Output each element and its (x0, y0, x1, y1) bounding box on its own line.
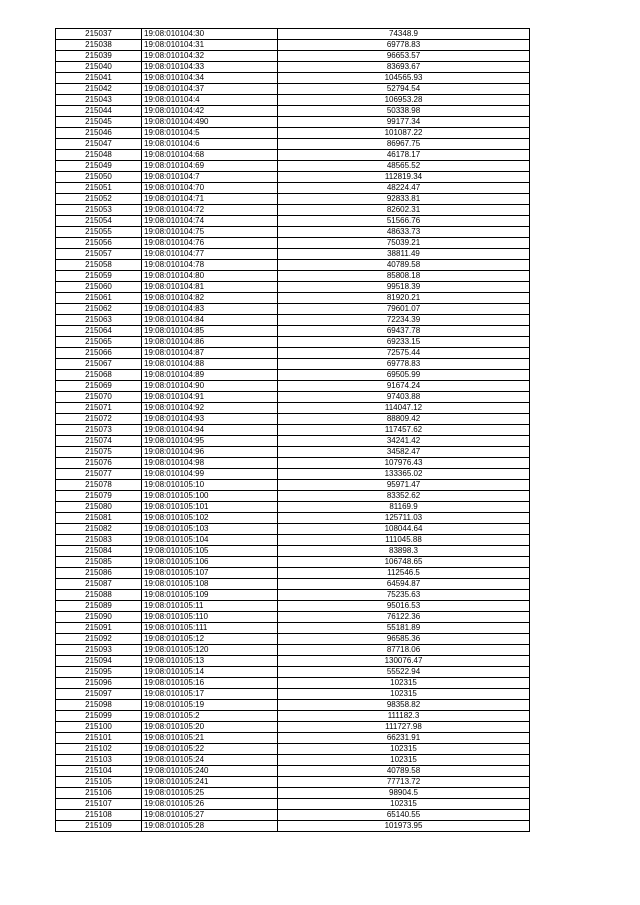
value-cell: 108044.64 (278, 524, 530, 535)
table-row (56, 315, 530, 326)
value-cell: 75235.63 (278, 590, 530, 601)
value-cell: 48224.47 (278, 183, 530, 194)
value-cell: 52794.54 (278, 84, 530, 95)
table-row (56, 29, 530, 40)
table-row (56, 535, 530, 546)
value-cell: 106748.65 (278, 557, 530, 568)
table-row (56, 689, 530, 700)
row-id-cell: 215043 (56, 95, 142, 106)
cadastral-number-cell: 19:08:010104:33 (142, 62, 278, 73)
cadastral-number-cell: 19:08:010104:71 (142, 194, 278, 205)
value-cell: 69778.83 (278, 40, 530, 51)
cadastral-number-cell: 19:08:010105:105 (142, 546, 278, 557)
cadastral-number-cell: 19:08:010105:109 (142, 590, 278, 601)
value-cell: 112546.5 (278, 568, 530, 579)
cadastral-number-cell: 19:08:010105:12 (142, 634, 278, 645)
cadastral-number-cell: 19:08:010105:27 (142, 810, 278, 821)
cadastral-number-cell: 19:08:010104:34 (142, 73, 278, 84)
value-cell: 111727.98 (278, 722, 530, 733)
table-row (56, 414, 530, 425)
cadastral-number-cell: 19:08:010105:120 (142, 645, 278, 656)
cadastral-number-cell: 19:08:010105:17 (142, 689, 278, 700)
cadastral-number-cell: 19:08:010104:86 (142, 337, 278, 348)
cadastral-number-cell: 19:08:010104:76 (142, 238, 278, 249)
cadastral-number-cell: 19:08:010105:111 (142, 623, 278, 634)
value-cell: 72234.39 (278, 315, 530, 326)
cadastral-number-cell: 19:08:010105:13 (142, 656, 278, 667)
value-cell: 130076.47 (278, 656, 530, 667)
cadastral-number-cell: 19:08:010104:69 (142, 161, 278, 172)
table-row (56, 579, 530, 590)
row-id-cell: 215066 (56, 348, 142, 359)
value-cell: 46178.17 (278, 150, 530, 161)
value-cell: 99518.39 (278, 282, 530, 293)
table-row (56, 436, 530, 447)
value-cell: 79601.07 (278, 304, 530, 315)
row-id-cell: 215063 (56, 315, 142, 326)
cadastral-number-cell: 19:08:010105:103 (142, 524, 278, 535)
table-row (56, 238, 530, 249)
cadastral-number-cell: 19:08:010105:19 (142, 700, 278, 711)
cadastral-number-cell: 19:08:010104:88 (142, 359, 278, 370)
table-row (56, 95, 530, 106)
value-cell: 77713.72 (278, 777, 530, 788)
row-id-cell: 215041 (56, 73, 142, 84)
value-cell: 50338.98 (278, 106, 530, 117)
value-cell: 74348.9 (278, 29, 530, 40)
row-id-cell: 215053 (56, 205, 142, 216)
value-cell: 102315 (278, 689, 530, 700)
value-cell: 104565.93 (278, 73, 530, 84)
value-cell: 66231.91 (278, 733, 530, 744)
row-id-cell: 215106 (56, 788, 142, 799)
cadastral-number-cell: 19:08:010104:82 (142, 293, 278, 304)
cadastral-number-cell: 19:08:010105:2 (142, 711, 278, 722)
value-cell: 98358.82 (278, 700, 530, 711)
cadastral-number-cell: 19:08:010104:70 (142, 183, 278, 194)
table-row (56, 348, 530, 359)
value-cell: 34241.42 (278, 436, 530, 447)
row-id-cell: 215054 (56, 216, 142, 227)
value-cell: 69778.83 (278, 359, 530, 370)
row-id-cell: 215077 (56, 469, 142, 480)
table-row (56, 612, 530, 623)
table-row (56, 359, 530, 370)
cadastral-number-cell: 19:08:010105:22 (142, 744, 278, 755)
cadastral-number-cell: 19:08:010104:92 (142, 403, 278, 414)
value-cell: 55522.94 (278, 667, 530, 678)
value-cell: 114047.12 (278, 403, 530, 414)
row-id-cell: 215050 (56, 172, 142, 183)
value-cell: 99177.34 (278, 117, 530, 128)
value-cell: 69505.99 (278, 370, 530, 381)
table-row (56, 172, 530, 183)
row-id-cell: 215076 (56, 458, 142, 469)
table-row (56, 84, 530, 95)
value-cell: 72575.44 (278, 348, 530, 359)
value-cell: 75039.21 (278, 238, 530, 249)
cadastral-number-cell: 19:08:010105:102 (142, 513, 278, 524)
value-cell: 81169.9 (278, 502, 530, 513)
table-row (56, 271, 530, 282)
table-row (56, 337, 530, 348)
row-id-cell: 215091 (56, 623, 142, 634)
value-cell: 111045.88 (278, 535, 530, 546)
value-cell: 85808.18 (278, 271, 530, 282)
cadastral-number-cell: 19:08:010104:87 (142, 348, 278, 359)
table-row (56, 513, 530, 524)
table-row (56, 249, 530, 260)
value-cell: 82602.31 (278, 205, 530, 216)
table-row (56, 480, 530, 491)
table-row (56, 216, 530, 227)
cadastral-number-cell: 19:08:010105:108 (142, 579, 278, 590)
cadastral-number-cell: 19:08:010105:21 (142, 733, 278, 744)
row-id-cell: 215096 (56, 678, 142, 689)
table-row (56, 62, 530, 73)
row-id-cell: 215073 (56, 425, 142, 436)
value-cell: 106953.28 (278, 95, 530, 106)
row-id-cell: 215094 (56, 656, 142, 667)
table-row (56, 678, 530, 689)
table-row (56, 634, 530, 645)
row-id-cell: 215085 (56, 557, 142, 568)
cadastral-number-cell: 19:08:010105:101 (142, 502, 278, 513)
table-row (56, 491, 530, 502)
table-row (56, 821, 530, 832)
row-id-cell: 215060 (56, 282, 142, 293)
table-row (56, 326, 530, 337)
table-row (56, 260, 530, 271)
table-row (56, 733, 530, 744)
table-row (56, 403, 530, 414)
cadastral-number-cell: 19:08:010105:10 (142, 480, 278, 491)
cadastral-number-cell: 19:08:010105:100 (142, 491, 278, 502)
value-cell: 55181.89 (278, 623, 530, 634)
row-id-cell: 215087 (56, 579, 142, 590)
value-cell: 69233.15 (278, 337, 530, 348)
cadastral-number-cell: 19:08:010104:90 (142, 381, 278, 392)
table-row (56, 711, 530, 722)
table-body (56, 29, 530, 832)
row-id-cell: 215051 (56, 183, 142, 194)
value-cell: 97403.88 (278, 392, 530, 403)
cadastral-number-cell: 19:08:010105:24 (142, 755, 278, 766)
value-cell: 83693.67 (278, 62, 530, 73)
value-cell: 98904.5 (278, 788, 530, 799)
row-id-cell: 215071 (56, 403, 142, 414)
row-id-cell: 215045 (56, 117, 142, 128)
cadastral-number-cell: 19:08:010104:99 (142, 469, 278, 480)
cadastral-number-cell: 19:08:010105:106 (142, 557, 278, 568)
row-id-cell: 215061 (56, 293, 142, 304)
table-row (56, 766, 530, 777)
cadastral-number-cell: 19:08:010104:75 (142, 227, 278, 238)
cadastral-number-cell: 19:08:010104:490 (142, 117, 278, 128)
row-id-cell: 215042 (56, 84, 142, 95)
row-id-cell: 215055 (56, 227, 142, 238)
cadastral-number-cell: 19:08:010104:68 (142, 150, 278, 161)
row-id-cell: 215064 (56, 326, 142, 337)
table-row (56, 557, 530, 568)
cadastral-number-cell: 19:08:010104:85 (142, 326, 278, 337)
value-cell: 102315 (278, 799, 530, 810)
table-row (56, 788, 530, 799)
table-row (56, 183, 530, 194)
row-id-cell: 215068 (56, 370, 142, 381)
row-id-cell: 215049 (56, 161, 142, 172)
value-cell: 40789.58 (278, 766, 530, 777)
row-id-cell: 215104 (56, 766, 142, 777)
table-row (56, 502, 530, 513)
cadastral-number-cell: 19:08:010104:98 (142, 458, 278, 469)
cadastral-number-cell: 19:08:010104:4 (142, 95, 278, 106)
row-id-cell: 215083 (56, 535, 142, 546)
value-cell: 76122.36 (278, 612, 530, 623)
value-cell: 40789.58 (278, 260, 530, 271)
value-cell: 91674.24 (278, 381, 530, 392)
table-row (56, 601, 530, 612)
table-row (56, 392, 530, 403)
cadastral-number-cell: 19:08:010104:78 (142, 260, 278, 271)
data-table (55, 28, 530, 832)
table-row (56, 304, 530, 315)
value-cell: 112819.34 (278, 172, 530, 183)
row-id-cell: 215044 (56, 106, 142, 117)
value-cell: 102315 (278, 678, 530, 689)
row-id-cell: 215093 (56, 645, 142, 656)
row-id-cell: 215101 (56, 733, 142, 744)
row-id-cell: 215039 (56, 51, 142, 62)
table-row (56, 667, 530, 678)
table-row (56, 51, 530, 62)
row-id-cell: 215098 (56, 700, 142, 711)
cadastral-number-cell: 19:08:010104:31 (142, 40, 278, 51)
cadastral-number-cell: 19:08:010104:5 (142, 128, 278, 139)
row-id-cell: 215037 (56, 29, 142, 40)
value-cell: 101087.22 (278, 128, 530, 139)
row-id-cell: 215058 (56, 260, 142, 271)
row-id-cell: 215059 (56, 271, 142, 282)
value-cell: 92833.81 (278, 194, 530, 205)
table-row (56, 777, 530, 788)
row-id-cell: 215090 (56, 612, 142, 623)
value-cell: 38811.49 (278, 249, 530, 260)
value-cell: 65140.55 (278, 810, 530, 821)
row-id-cell: 215067 (56, 359, 142, 370)
row-id-cell: 215048 (56, 150, 142, 161)
cadastral-number-cell: 19:08:010104:77 (142, 249, 278, 260)
table-row (56, 700, 530, 711)
value-cell: 95971.47 (278, 480, 530, 491)
cadastral-number-cell: 19:08:010104:37 (142, 84, 278, 95)
row-id-cell: 215080 (56, 502, 142, 513)
cadastral-number-cell: 19:08:010104:32 (142, 51, 278, 62)
cadastral-number-cell: 19:08:010104:6 (142, 139, 278, 150)
value-cell: 125711.03 (278, 513, 530, 524)
value-cell: 83352.62 (278, 491, 530, 502)
cadastral-number-cell: 19:08:010105:16 (142, 678, 278, 689)
row-id-cell: 215078 (56, 480, 142, 491)
row-id-cell: 215075 (56, 447, 142, 458)
cadastral-number-cell: 19:08:010105:28 (142, 821, 278, 832)
table-row (56, 546, 530, 557)
value-cell: 102315 (278, 744, 530, 755)
value-cell: 133365.02 (278, 469, 530, 480)
cadastral-number-cell: 19:08:010104:89 (142, 370, 278, 381)
cadastral-number-cell: 19:08:010104:72 (142, 205, 278, 216)
cadastral-number-cell: 19:08:010105:26 (142, 799, 278, 810)
table-row (56, 40, 530, 51)
cadastral-number-cell: 19:08:010105:14 (142, 667, 278, 678)
value-cell: 111182.3 (278, 711, 530, 722)
table-row (56, 139, 530, 150)
cadastral-number-cell: 19:08:010104:74 (142, 216, 278, 227)
row-id-cell: 215097 (56, 689, 142, 700)
row-id-cell: 215072 (56, 414, 142, 425)
table-row (56, 106, 530, 117)
row-id-cell: 215065 (56, 337, 142, 348)
value-cell: 64594.87 (278, 579, 530, 590)
row-id-cell: 215079 (56, 491, 142, 502)
table-row (56, 205, 530, 216)
table-row (56, 73, 530, 84)
cadastral-number-cell: 19:08:010105:25 (142, 788, 278, 799)
cadastral-number-cell: 19:08:010104:96 (142, 447, 278, 458)
cadastral-number-cell: 19:08:010105:104 (142, 535, 278, 546)
value-cell: 96653.57 (278, 51, 530, 62)
table-row (56, 458, 530, 469)
value-cell: 81920.21 (278, 293, 530, 304)
row-id-cell: 215109 (56, 821, 142, 832)
table-row (56, 425, 530, 436)
table-row (56, 447, 530, 458)
table-row (56, 568, 530, 579)
table-row (56, 469, 530, 480)
value-cell: 88809.42 (278, 414, 530, 425)
table-row (56, 810, 530, 821)
row-id-cell: 215069 (56, 381, 142, 392)
table-row (56, 282, 530, 293)
table-row (56, 524, 530, 535)
table-row (56, 194, 530, 205)
row-id-cell: 215047 (56, 139, 142, 150)
cadastral-number-cell: 19:08:010104:30 (142, 29, 278, 40)
table-row (56, 656, 530, 667)
row-id-cell: 215057 (56, 249, 142, 260)
row-id-cell: 215095 (56, 667, 142, 678)
cadastral-number-cell: 19:08:010104:93 (142, 414, 278, 425)
row-id-cell: 215081 (56, 513, 142, 524)
row-id-cell: 215040 (56, 62, 142, 73)
row-id-cell: 215074 (56, 436, 142, 447)
table-row (56, 117, 530, 128)
cadastral-number-cell: 19:08:010104:80 (142, 271, 278, 282)
cadastral-number-cell: 19:08:010104:81 (142, 282, 278, 293)
cadastral-number-cell: 19:08:010105:241 (142, 777, 278, 788)
value-cell: 101973.95 (278, 821, 530, 832)
value-cell: 83898.3 (278, 546, 530, 557)
row-id-cell: 215084 (56, 546, 142, 557)
table-row (56, 755, 530, 766)
table-row (56, 799, 530, 810)
row-id-cell: 215103 (56, 755, 142, 766)
row-id-cell: 215082 (56, 524, 142, 535)
cadastral-number-cell: 19:08:010104:7 (142, 172, 278, 183)
row-id-cell: 215088 (56, 590, 142, 601)
value-cell: 48565.52 (278, 161, 530, 172)
row-id-cell: 215108 (56, 810, 142, 821)
value-cell: 86967.75 (278, 139, 530, 150)
cadastral-number-cell: 19:08:010105:110 (142, 612, 278, 623)
table-row (56, 623, 530, 634)
cadastral-number-cell: 19:08:010104:94 (142, 425, 278, 436)
value-cell: 117457.62 (278, 425, 530, 436)
value-cell: 34582.47 (278, 447, 530, 458)
row-id-cell: 215046 (56, 128, 142, 139)
value-cell: 102315 (278, 755, 530, 766)
row-id-cell: 215052 (56, 194, 142, 205)
table-row (56, 293, 530, 304)
cadastral-number-cell: 19:08:010104:83 (142, 304, 278, 315)
cadastral-number-cell: 19:08:010105:11 (142, 601, 278, 612)
value-cell: 69437.78 (278, 326, 530, 337)
row-id-cell: 215062 (56, 304, 142, 315)
row-id-cell: 215100 (56, 722, 142, 733)
value-cell: 48633.73 (278, 227, 530, 238)
value-cell: 51566.76 (278, 216, 530, 227)
table-row (56, 590, 530, 601)
row-id-cell: 215056 (56, 238, 142, 249)
row-id-cell: 215070 (56, 392, 142, 403)
table-row (56, 744, 530, 755)
row-id-cell: 215092 (56, 634, 142, 645)
table-row (56, 645, 530, 656)
table-row (56, 161, 530, 172)
row-id-cell: 215099 (56, 711, 142, 722)
row-id-cell: 215107 (56, 799, 142, 810)
cadastral-number-cell: 19:08:010105:107 (142, 568, 278, 579)
cadastral-number-cell: 19:08:010104:42 (142, 106, 278, 117)
row-id-cell: 215086 (56, 568, 142, 579)
row-id-cell: 215102 (56, 744, 142, 755)
value-cell: 107976.43 (278, 458, 530, 469)
table-row (56, 150, 530, 161)
value-cell: 95016.53 (278, 601, 530, 612)
row-id-cell: 215089 (56, 601, 142, 612)
table-row (56, 381, 530, 392)
row-id-cell: 215105 (56, 777, 142, 788)
table-row (56, 370, 530, 381)
table-row (56, 227, 530, 238)
cadastral-number-cell: 19:08:010104:95 (142, 436, 278, 447)
table-row (56, 128, 530, 139)
cadastral-number-cell: 19:08:010104:91 (142, 392, 278, 403)
row-id-cell: 215038 (56, 40, 142, 51)
table-row (56, 722, 530, 733)
value-cell: 96585.36 (278, 634, 530, 645)
cadastral-number-cell: 19:08:010105:20 (142, 722, 278, 733)
cadastral-number-cell: 19:08:010104:84 (142, 315, 278, 326)
value-cell: 87718.06 (278, 645, 530, 656)
cadastral-number-cell: 19:08:010105:240 (142, 766, 278, 777)
